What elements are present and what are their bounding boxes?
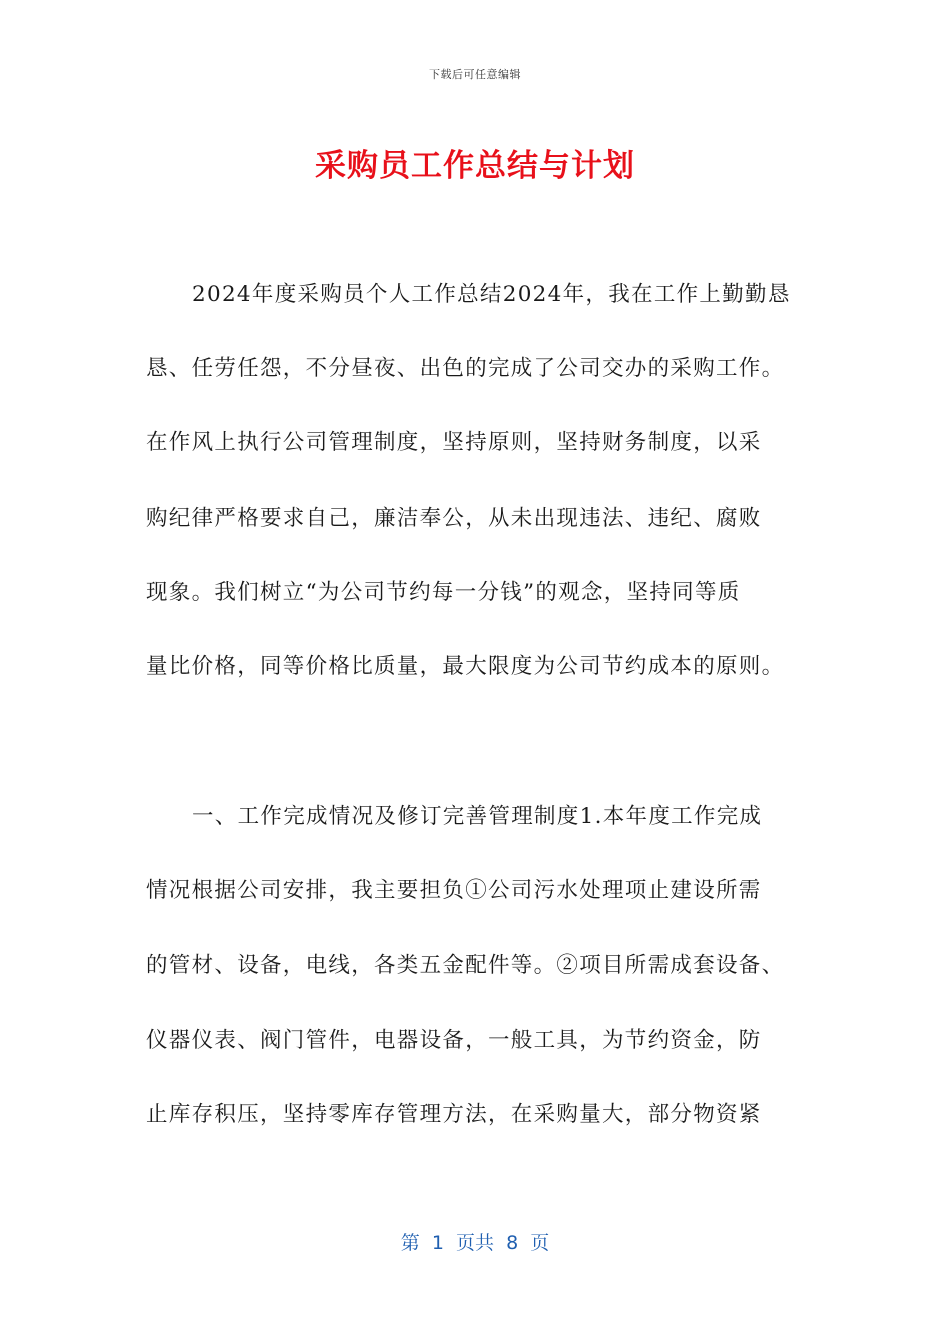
paragraph-line: 现象。我们树立“为公司节约每一分钱”的观念，坚持同等质 xyxy=(146,580,741,605)
paragraph-line: 恳、任劳任怨，不分昼夜、出色的完成了公司交办的采购工作。 xyxy=(146,356,785,381)
paragraph-line: 购纪律严格要求自己，廉洁奉公，从未出现违法、违纪、腐败 xyxy=(146,506,762,531)
paragraph-line: 一、工作完成情况及修订完善管理制度1.本年度工作完成 xyxy=(192,804,763,829)
paragraph-line: 在作风上执行公司管理制度，坚持原则，坚持财务制度，以采 xyxy=(146,430,762,455)
header-note: 下载后可任意编辑 xyxy=(429,68,521,81)
paragraph-line: 止库存积压，坚持零库存管理方法，在采购量大，部分物资紧 xyxy=(146,1102,762,1127)
paragraph-line: 2024年度采购员个人工作总结2024年，我在工作上勤勤恳 xyxy=(192,282,791,307)
document-title: 采购员工作总结与计划 xyxy=(315,148,635,184)
page-footer: 第 1 页共 8 页 xyxy=(400,1232,550,1254)
paragraph-line: 情况根据公司安排，我主要担负①公司污水处理项止建设所需 xyxy=(146,878,762,903)
paragraph-line: 量比价格，同等价格比质量，最大限度为公司节约成本的原则。 xyxy=(146,654,785,679)
paragraph-line: 仪器仪表、阀门管件，电器设备，一般工具，为节约资金，防 xyxy=(146,1028,762,1053)
paragraph-line: 的管材、设备，电线，各类五金配件等。②项目所需成套设备、 xyxy=(146,953,785,978)
